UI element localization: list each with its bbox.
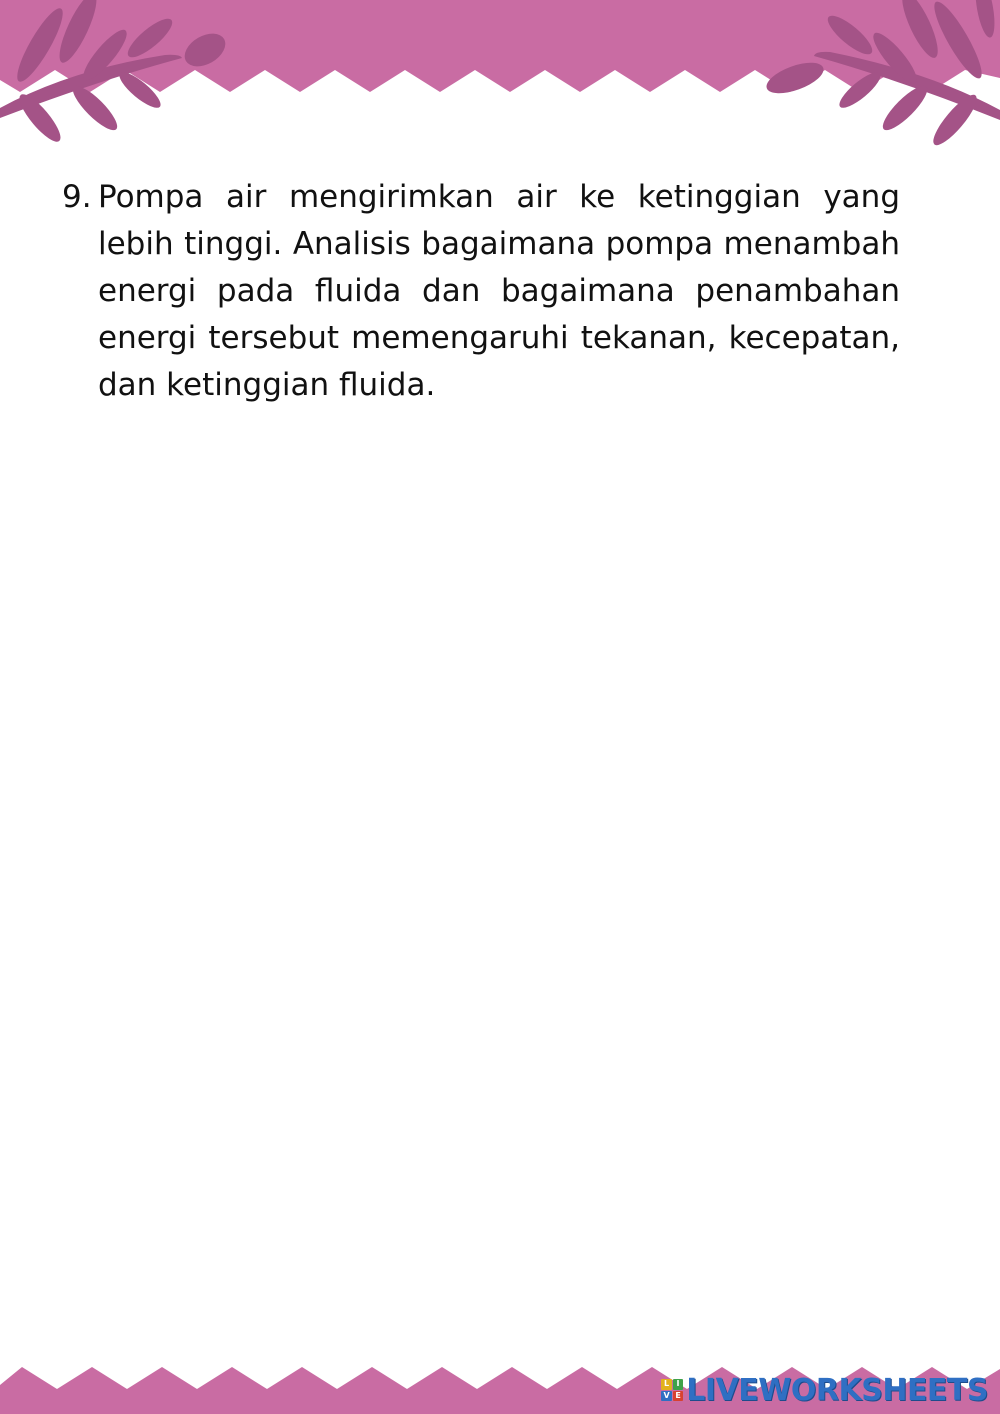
top-decorative-banner — [0, 0, 1000, 160]
logo-letter-i: I — [673, 1379, 684, 1390]
question-number: 9. — [62, 179, 92, 215]
logo-letter-v: V — [661, 1391, 672, 1402]
question-item — [62, 174, 900, 409]
liveworksheets-logo-icon — [661, 1379, 683, 1401]
question-text: Pompa air mengirimkan air ke ketinggian yang lebih tinggi. Analisis bagaimana pompa menambah energi pada fluida dan bagaimana penambahan energi tersebut memengaruhi tekanan, kecepatan, dan ketinggian fluida. — [98, 179, 900, 403]
logo-letter-l: L — [661, 1379, 672, 1390]
logo-letter-e: E — [673, 1391, 684, 1402]
liveworksheets-brand — [661, 1372, 988, 1408]
brand-name: LIVEWORKSHEETS — [686, 1372, 988, 1408]
